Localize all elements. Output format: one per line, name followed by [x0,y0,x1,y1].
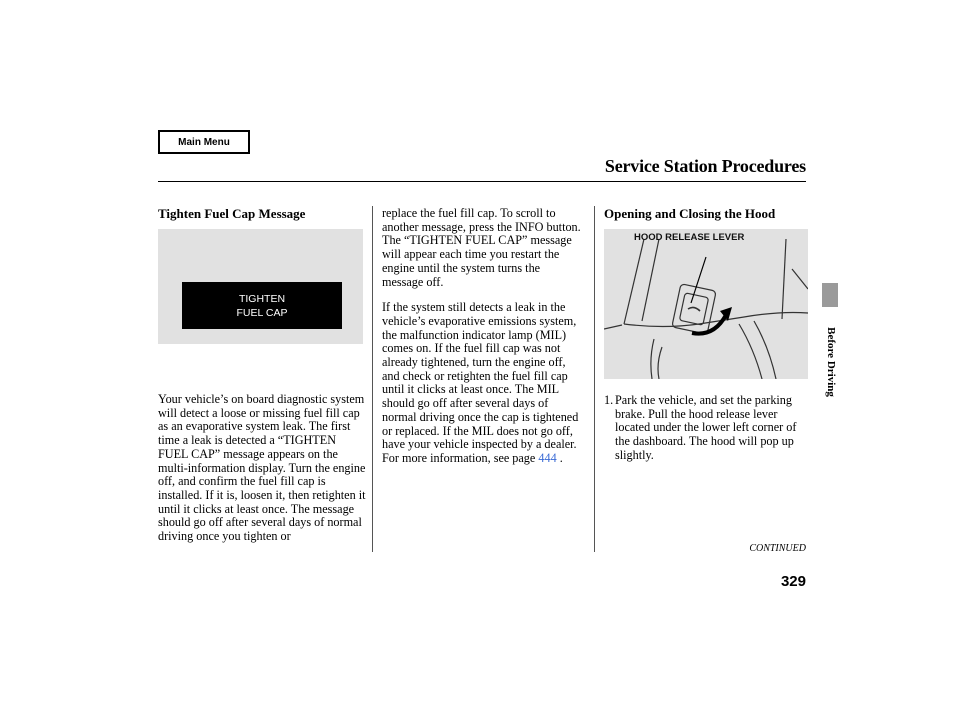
step-1 [604,394,809,463]
page-title: Service Station Procedures [604,156,806,176]
display-line-2: FUEL CAP [236,306,288,319]
hood-release-lever-label: HOOD RELEASE LEVER [634,232,745,243]
middle-paragraph-2-end: . [559,450,563,465]
section-label: Before Driving [825,327,837,397]
continued-label: CONTINUED [749,543,806,554]
step-number: 1. [604,393,614,407]
right-column-text [604,394,809,463]
column-divider-1 [372,206,373,552]
page-number: 329 [780,573,806,590]
display-line-1: TIGHTEN [238,292,286,305]
column-divider-2 [594,206,595,552]
middle-column-text [382,207,582,478]
main-menu-button[interactable]: Main Menu [158,130,250,154]
step-text: Park the vehicle, and set the parking brake. Pull the hood release lever located under the lower left corner of the dashboard. The hood will pop up slightly. [615,393,797,462]
middle-paragraph-2-text: If the system still detects a leak in the vehicle’s evaporative emissions system, the malfunction indicator lamp (MIL) comes on. If the fuel fill cap was not already tightened, turn the engine off, and check or retighten the fuel fill cap until it clicks at least once. The MIL should go off after several days of normal driving once the cap is tightened or replaced. If the MIL does not go off, have your vehicle inspected by a dealer. For more information, see page [382,300,579,465]
page-444-link[interactable]: 444 [538,450,557,465]
middle-paragraph-1: replace the fuel fill cap. To scroll to another message, press the INFO button. The “TIGHTEN FUEL CAP” message will appear each time you restart the engine until the system turns the message off. [382,206,581,289]
section-tab-marker [822,283,838,307]
left-paragraph: Your vehicle’s on board diagnostic system will detect a loose or missing fuel fill cap as an evaporative system leak. The first time a leak is detected a “TIGHTEN FUEL CAP” message appears on the multi-information display. Turn the engine off, and confirm the fuel fill cap is installed. If it is, loosen it, then retighten it until it clicks at least once. The message should go off after several days of normal driving once you tighten or [158,392,366,544]
multi-information-display [182,282,342,329]
hood-lever-drawing [604,229,808,379]
hood-release-illustration [604,229,808,379]
title-divider [158,181,806,182]
middle-paragraph-2 [382,301,582,465]
tighten-fuel-cap-heading: Tighten Fuel Cap Message [158,206,306,221]
left-column-text [158,393,368,556]
hood-heading: Opening and Closing the Hood [604,206,776,221]
